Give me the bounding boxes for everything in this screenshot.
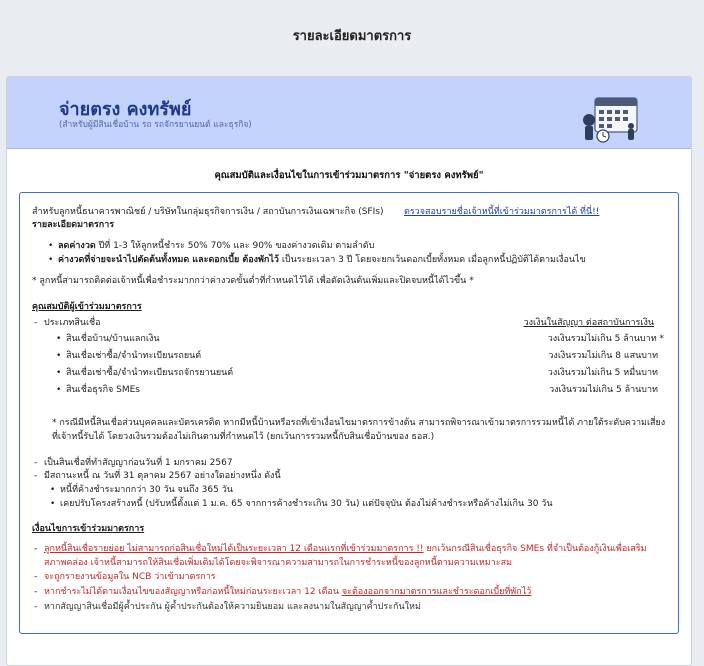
eligibility-footnote-2: ที่เจ้าหนี้รับได้ โดยวงเงินรวมต้องไม่เกินตามที่กำหนดไว้ (ยกเว้นการรวมหนี้กับสินเชื่อบ้านของ ธอส.)	[52, 432, 435, 442]
details-note: * ลูกหนี้สามารถติดต่อเจ้าหนี้เพื่อชำระมากกว่าค่างวดขั้นต่ำที่กำหนดไว้ได้ เพื่อตัดเงินต้นเพิ่มและปิดจบหนี้ได้ไวขึ้น *	[32, 276, 474, 286]
eligibility-heading: คุณสมบัติผู้เข้าร่วมมาตรการ	[32, 302, 142, 312]
condition-debt-status: มีสถานะหนี้ ณ วันที่ 31 ตุลาคม 2567 อย่างใดอย่างหนึ่ง ดังนี้	[44, 471, 281, 481]
hero-banner	[7, 77, 691, 149]
loan-name-sme: สินเชื่อธุรกิจ SMEs	[66, 385, 140, 395]
details-heading: รายละเอียดมาตรการ	[32, 220, 115, 230]
loan-type-label: ประเภทสินเชื่อ	[44, 318, 101, 328]
participation-item-no-new-loan-line2: สภาพคล่อง เจ้าหนี้สามารถให้สินเชื่อเพิ่มเติมได้โดยจะพิจารณาความสามารถในการชำระหนี้ของลูกหนี้ตามความเหมาะสม	[44, 558, 513, 568]
measure-card	[6, 76, 692, 666]
eligibility-footnote-1: * กรณีมีหนี้สินเชื่อส่วนบุคคลและบัตรเครดิต หากมีหนี้บ้านหรือรถที่เข้าเงื่อนไขมาตรการข้างต้น สามารถพิจารณาเข้ามาตรการรวมหนี้ได้ ภายใต้ระดับความเสี่ยง	[52, 418, 666, 428]
participation-heading: เงื่อนไขการเข้าร่วมมาตรการ	[32, 524, 145, 534]
exit-measure-link[interactable]: จะต้องออกจากมาตรการและชำระดอกเบี้ยที่พักไว้	[341, 587, 532, 597]
conditions-box: สำหรับลูกหนี้ธนาคารพาณิชย์ / บริษัทในกลุ่มธุรกิจการเงิน / สถาบันการเงินเฉพาะกิจ (SFIs) ตรวจสอบรายชื่อเจ้าหนี้ที่เข้าร่วมมาตรการได้ ที่นี่!! รายละเอียดมาตรการ • ลดค่างวด ปีที่ 1-3 ให้ลูกหนี้ชำระ 50% 70% และ 90% ของค่างวดเดิม ตามลำดับ • ค่างวดที่จ่ายจะนำไปตัดต้นทั้งหมด และดอกเบี้ย ต้องพักไว้ เป็นระยะเวลา 3 ปี โดยจะยกเว้นดอกเบี้ยทั้งหมด เมื่อลูกหนี้ปฏิบัติได้ตามเงื่อนไข * ลูกหนี้สามารถติดต่อเจ้าหนี้เพื่อชำระมากกว่าค่างวดขั้นต่ำที่กำหนดไว้ได้ เพื่อตัดเงินต้นเพิ่มและปิดจบหนี้ได้ไวขึ้น * คุณสมบัติผู้เข้าร่วมมาตรการ - ประเภทสินเชื่อ วงเงินในสัญญา ต่อสถาบันการเงิน • สินเชื่อบ้าน/บ้านแลกเงิน วงเงินรวมไม่เกิน 5 ล้านบาท * • สินเชื่อเช่าซื้อ/จำนำทะเบียนรถยนต์ วงเงินรวมไม่เกิน 8 แสนบาท • สินเชื่อเช่าซื้อ/จำนำทะเบียนรถจักรยานยนต์ วงเงินรวมไม่เกิน 5 หมื่นบาท • สินเชื่อธุรกิจ SMEs วงเงินรวมไม่เกิน 5 ล้านบาท * กรณีมีหนี้สินเชื่อส่วนบุคคลและบัตรเครดิต หากมีหนี้บ้านหรือรถที่เข้าเงื่อนไขมาตรการข้างต้น สามารถพิจารณาเข้ามาตรการรวมหนี้ได้ ภายใต้ระดับความเสี่ยง ที่เจ้าหนี้รับได้ โดยวงเงินรวมต้องไม่เกินตามที่กำหนดไว้ (ยกเว้นการรวมหนี้กับสินเชื่อบ้านของ ธอส.) - เป็นสินเชื่อที่ทำสัญญาก่อนวันที่ 1 มกราคม 2567 - มีสถานะหนี้ ณ วันที่ 31 ตุลาคม 2567 อย่างใดอย่างหนึ่ง ดังนี้ • หนี้ที่ค้างชำระมากกว่า 30 วัน จนถึง 365 วัน • เคยปรับโครงสร้างหนี้ (ปรับหนี้ตั้งแต่ 1 ม.ค. 65 จากการค้างชำระเกิน 30 วัน) แต่ปัจจุบัน ต้องไม่ค้างชำระหรือค้างไม่เกิน 30 วัน เงื่อนไขการเข้าร่วมมาตรการ - ลูกหนี้สินเชื่อรายย่อย ไม่สามารถก่อสินเชื่อใหม่ได้เป็นระยะเวลา 12 เดือนแรกที่เข้าร่วมมาตรการ !! ยกเว้นกรณีสินเชื่อธุรกิจ SMEs ที่จำเป็นต้องกู้เงินเพื่อเสริม สภาพคล่อง เจ้าหนี้สามารถให้สินเชื่อเพิ่มเติมได้โดยจะพิจารณาความสามารถในการชำระหนี้ของลูกหนี้ตามความเหมาะสม - จะถูกรายงานข้อมูลใน NCB ว่าเข้ามาตรการ - หากชำระไม่ได้ตามเงื่อนไขของสัญญาหรือก่อหนี้ใหม่ก่อนระยะเวลา 12 เดือน จะต้องออกจากมาตรการและชำระดอกเบี้ยที่พักไว้ - หากสัญญาสินเชื่อมีผู้ค้ำประกัน ผู้ค้ำประกันต้องให้ความยินยอม และลงนามในสัญญาค้ำประกันใหม่	[19, 192, 679, 634]
participation-item-exit: หากชำระไม่ได้ตามเงื่อนไขของสัญญาหรือก่อหนี้ใหม่ก่อนระยะเวลา 12 เดือน จะต้องออกจากมาตรการและชำระดอกเบี้ยที่พักไว้	[44, 587, 532, 597]
detail-item-reduce-installment: ลดค่างวด ปีที่ 1-3 ให้ลูกหนี้ชำระ 50% 70% และ 90% ของค่างวดเดิม ตามลำดับ	[58, 241, 375, 251]
calendar-illustration-icon	[581, 86, 643, 144]
loan-limit-sme: วงเงินรวมไม่เกิน 5 ล้านบาท	[549, 385, 658, 395]
hero-subtitle: (สำหรับผู้มีสินเชื่อบ้าน รถ รถจักรยานยนต์ และธุรกิจ)	[59, 120, 252, 130]
loan-name-car: สินเชื่อเช่าซื้อ/จำนำทะเบียนรถยนต์	[66, 351, 202, 361]
loan-limit-car: วงเงินรวมไม่เกิน 8 แสนบาท	[548, 351, 658, 361]
loan-limit-home: วงเงินรวมไม่เกิน 5 ล้านบาท *	[547, 334, 664, 344]
condition-contract-date: เป็นสินเชื่อที่ทำสัญญาก่อนวันที่ 1 มกราคม 2567	[44, 458, 233, 468]
debt-status-overdue: หนี้ที่ค้างชำระมากกว่า 30 วัน จนถึง 365 วัน	[60, 485, 233, 495]
detail-item-principal: ค่างวดที่จ่ายจะนำไปตัดต้นทั้งหมด และดอกเบี้ย ต้องพักไว้ เป็นระยะเวลา 3 ปี โดยจะยกเว้นดอกเบี้ยทั้งหมด เมื่อลูกหนี้ปฏิบัติได้ตามเงื่อนไข	[58, 255, 586, 265]
participation-item-guarantor: หากสัญญาสินเชื่อมีผู้ค้ำประกัน ผู้ค้ำประกันต้องให้ความยินยอม และลงนามในสัญญาค้ำประกันใหม่	[44, 602, 421, 612]
debt-status-restructured: เคยปรับโครงสร้างหนี้ (ปรับหนี้ตั้งแต่ 1 ม.ค. 65 จากการค้างชำระเกิน 30 วัน) แต่ปัจจุบัน ต้องไม่ค้างชำระหรือค้างไม่เกิน 30 วัน	[60, 499, 553, 509]
loan-name-home: สินเชื่อบ้าน/บ้านแลกเงิน	[66, 334, 160, 344]
participation-item-no-new-loan: ลูกหนี้สินเชื่อรายย่อย ไม่สามารถก่อสินเชื่อใหม่ได้เป็นระยะเวลา 12 เดือนแรกที่เข้าร่วมมาตรการ !! ยกเว้นกรณีสินเชื่อธุรกิจ SMEs ที่จำเป็นต้องกู้เงินเพื่อเสริม	[44, 544, 647, 554]
participation-item-ncb: จะถูกรายงานข้อมูลใน NCB ว่าเข้ามาตรการ	[44, 572, 216, 582]
hero-title: จ่ายตรง คงทรัพย์	[59, 99, 192, 120]
intro-text: สำหรับลูกหนี้ธนาคารพาณิชย์ / บริษัทในกลุ่มธุรกิจการเงิน / สถาบันการเงินเฉพาะกิจ (SFIs)	[32, 207, 384, 217]
check-creditor-list-link[interactable]: ตรวจสอบรายชื่อเจ้าหนี้ที่เข้าร่วมมาตรการได้ ที่นี่!!	[404, 207, 600, 217]
no-new-loan-link[interactable]: ลูกหนี้สินเชื่อรายย่อย ไม่สามารถก่อสินเชื่อใหม่ได้เป็นระยะเวลา 12 เดือนแรกที่เข้าร่วมมาตรการ !!	[44, 544, 424, 554]
limit-header: วงเงินในสัญญา ต่อสถาบันการเงิน	[523, 318, 654, 328]
loan-limit-motorcycle: วงเงินรวมไม่เกิน 5 หมื่นบาท	[547, 368, 658, 378]
loan-name-motorcycle: สินเชื่อเช่าซื้อ/จำนำทะเบียนรถจักรยานยนต์	[66, 368, 234, 378]
conditions-heading: คุณสมบัติและเงื่อนไขในการเข้าร่วมมาตรการ "จ่ายตรง คงทรัพย์"	[214, 170, 484, 181]
page-title: รายละเอียดมาตรการ	[292, 29, 412, 44]
